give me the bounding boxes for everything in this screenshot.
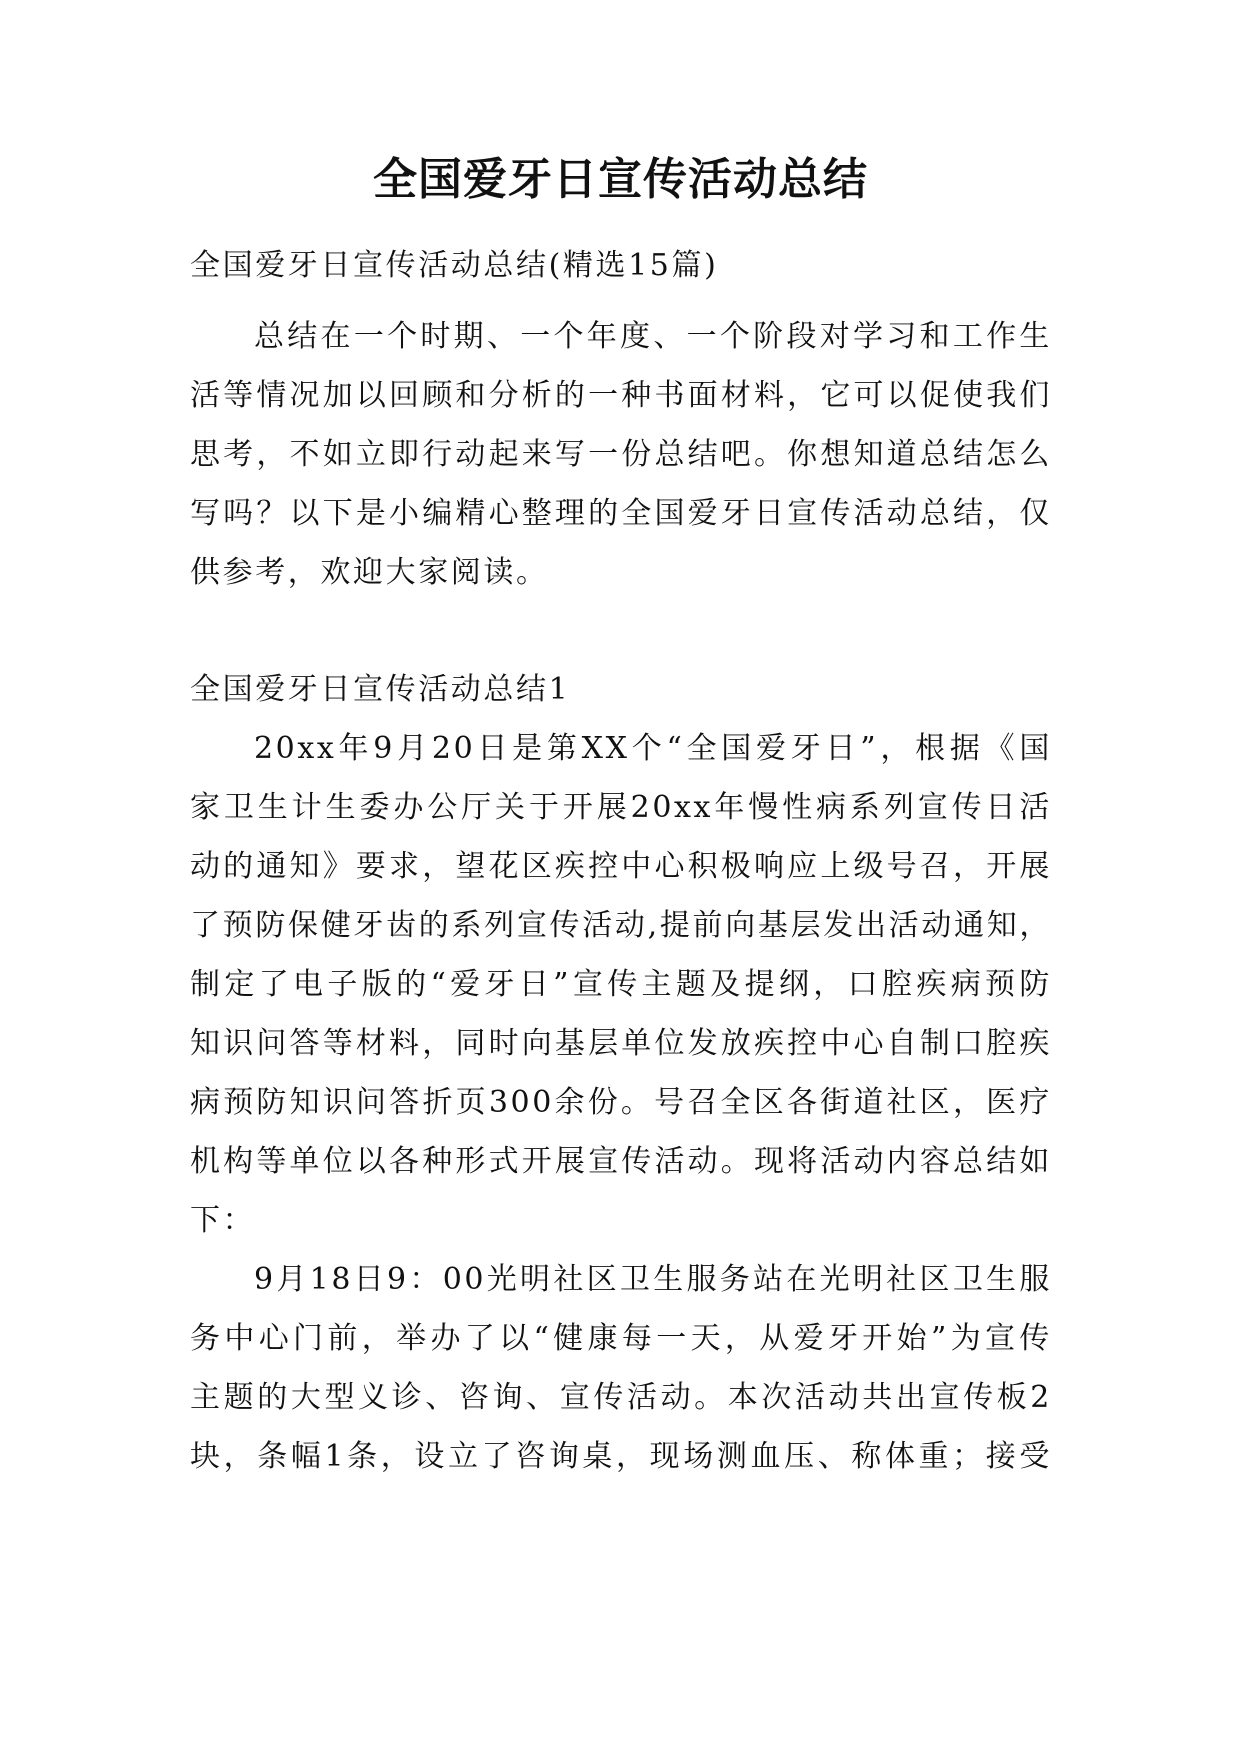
intro-paragraph [190,307,1052,602]
section-heading [190,660,1052,719]
paragraph-line: 家卫生计生委办公厅关于开展20xx年慢性病系列宣传日活 [190,790,1052,825]
intro-line: 写吗？以下是小编精心整理的全国爱牙日宣传活动总结，仅 [190,496,1052,531]
intro-line: 总结在一个时期、一个年度、一个阶段对学习和工作生 [254,319,1052,354]
section-heading-text: 全国爱牙日宣传活动总结1 [190,672,571,707]
section1-paragraph-1 [190,719,1052,1250]
subtitle-text: 全国爱牙日宣传活动总结(精选15篇) [190,248,719,283]
paragraph-line: 下： [190,1203,256,1238]
paragraph-line: 机构等单位以各种形式开展宣传活动。现将活动内容总结如 [190,1144,1052,1179]
section1-paragraph-2 [190,1250,1052,1486]
paragraph-line: 20xx年9月20日是第XX个“全国爱牙日”，根据《国 [254,731,1052,766]
paragraph-line: 务中心门前，举办了以“健康每一天，从爱牙开始”为宣传 [190,1321,1052,1356]
paragraph-line: 病预防知识问答折页300余份。号召全区各街道社区，医疗 [190,1085,1052,1120]
paragraph-line: 制定了电子版的“爱牙日”宣传主题及提纲，口腔疾病预防 [190,967,1052,1002]
paragraph-line: 了预防保健牙齿的系列宣传活动,提前向基层发出活动通知， [190,908,1052,943]
paragraph-line: 动的通知》要求，望花区疾控中心积极响应上级号召，开展 [190,849,1052,884]
intro-line: 供参考，欢迎大家阅读。 [190,555,549,590]
paragraph-line: 主题的大型义诊、咨询、宣传活动。本次活动共出宣传板2 [190,1380,1052,1415]
document-subtitle [190,236,1052,295]
paragraph-line: 9月18日9：00光明社区卫生服务站在光明社区卫生服 [254,1262,1052,1297]
intro-line: 活等情况加以回顾和分析的一种书面材料，它可以促使我们 [190,378,1052,413]
paragraph-line: 块，条幅1条，设立了咨询桌，现场测血压、称体重；接受 [190,1439,1052,1474]
intro-line: 思考，不如立即行动起来写一份总结吧。你想知道总结怎么 [190,437,1052,472]
paragraph-line: 知识问答等材料，同时向基层单位发放疾控中心自制口腔疾 [190,1026,1052,1061]
document-title: 全国爱牙日宣传活动总结 [373,154,868,205]
